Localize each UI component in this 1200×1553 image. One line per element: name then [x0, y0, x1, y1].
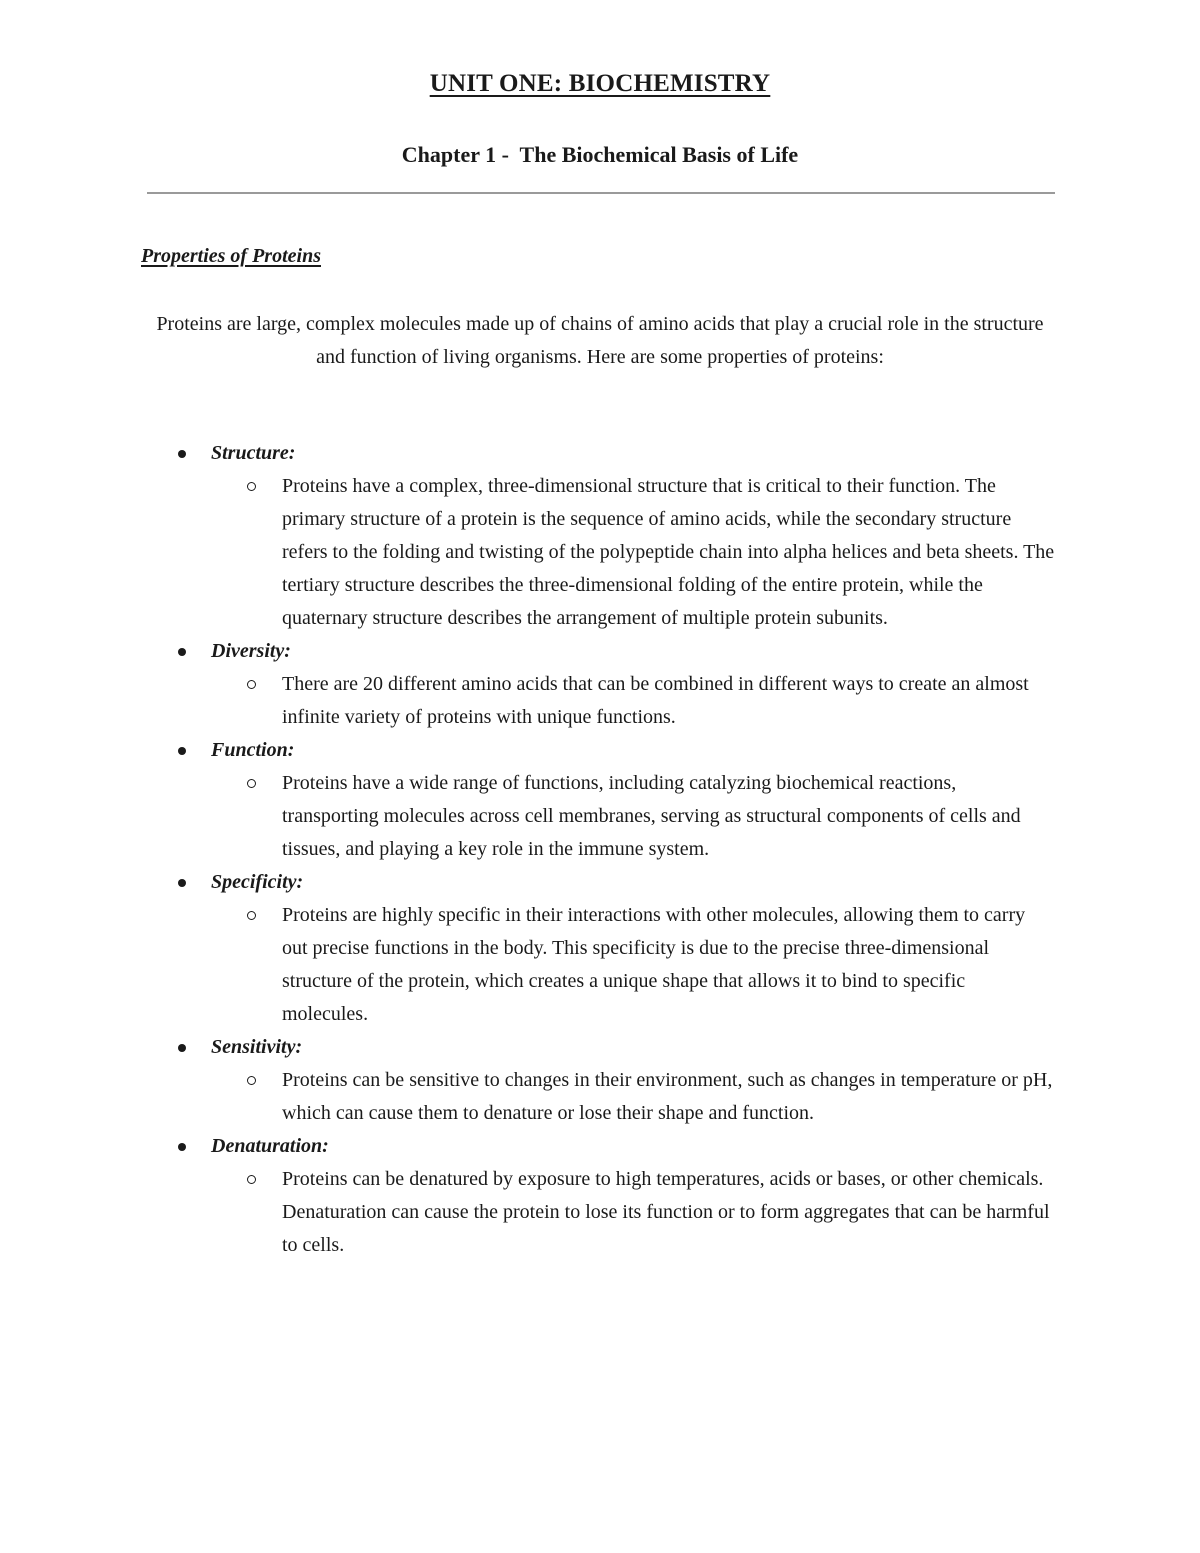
property-detail-text: Proteins have a complex, three-dimensional structure that is critical to their function. The primary structure of a protein is the sequence of amino acids, while the secondary structure refers to the folding and twisting of the polypeptide chain into alpha helices and beta sheets. The tertiary structure describes the three-dimensional folding of the entire protein, while the quaternary structure describes the arrangement of multiple protein subunits. — [282, 475, 1055, 629]
properties-list — [0, 437, 1200, 1262]
hollow-bullet-icon — [247, 1175, 256, 1184]
property-detail — [0, 668, 1200, 734]
chapter-title: Chapter 1 - The Biochemical Basis of Life — [401, 142, 799, 167]
property-heading — [0, 734, 1200, 767]
property-title: Denaturation: — [211, 1135, 329, 1157]
section-heading: Properties of Proteins — [141, 245, 321, 267]
hollow-bullet-icon — [247, 911, 256, 920]
property-detail — [0, 470, 1200, 635]
hollow-bullet-icon — [247, 1076, 256, 1085]
property-title: Diversity: — [211, 640, 291, 662]
filled-bullet-icon — [178, 879, 186, 887]
property-item-denaturation — [0, 1130, 1200, 1262]
property-detail — [0, 1064, 1200, 1130]
property-title: Sensitivity: — [211, 1036, 303, 1058]
property-detail-text: Proteins have a wide range of functions, including catalyzing biochemical reactions, transporting molecules across cell membranes, serving as structural components of cells and tissues, and playing a key role in the immune system. — [282, 772, 1021, 860]
filled-bullet-icon — [178, 747, 186, 755]
property-detail-text: Proteins can be denatured by exposure to high temperatures, acids or bases, or other chemicals. Denaturation can cause the protein to lose its function or to form aggregates that can be harmful to cells. — [282, 1168, 1050, 1256]
property-detail — [0, 1163, 1200, 1262]
horizontal-divider — [147, 192, 1055, 194]
property-heading — [0, 1031, 1200, 1064]
property-item-diversity — [0, 635, 1200, 734]
property-title: Function: — [211, 739, 295, 761]
property-detail-text: Proteins can be sensitive to changes in their environment, such as changes in temperature or pH, which can cause them to denature or lose their shape and function. — [282, 1069, 1053, 1124]
property-title: Structure: — [211, 442, 296, 464]
filled-bullet-icon — [178, 1044, 186, 1052]
property-detail-text: Proteins are highly specific in their interactions with other molecules, allowing them to carry out precise functions in the body. This specificity is due to the precise three-dimensional structure of the protein, which creates a unique shape that allows it to bind to specific molecules. — [282, 904, 1026, 1025]
property-title: Specificity: — [211, 871, 304, 893]
property-detail-text: There are 20 different amino acids that can be combined in different ways to create an almost infinite variety of proteins with unique functions. — [282, 673, 1029, 728]
property-item-function — [0, 734, 1200, 866]
property-heading — [0, 1130, 1200, 1163]
property-detail — [0, 899, 1200, 1031]
property-heading — [0, 437, 1200, 470]
unit-title: UNIT ONE: BIOCHEMISTRY — [429, 70, 771, 97]
property-item-structure — [0, 437, 1200, 635]
filled-bullet-icon — [178, 450, 186, 458]
property-detail — [0, 767, 1200, 866]
hollow-bullet-icon — [247, 482, 256, 491]
filled-bullet-icon — [178, 1143, 186, 1151]
hollow-bullet-icon — [247, 680, 256, 689]
intro-text: Proteins are large, complex molecules made up of chains of amino acids that play a crucial role in the structure and function of living organisms. Here are some properties of proteins: — [156, 313, 1044, 368]
property-heading — [0, 866, 1200, 899]
filled-bullet-icon — [178, 648, 186, 656]
hollow-bullet-icon — [247, 779, 256, 788]
property-heading — [0, 635, 1200, 668]
property-item-specificity — [0, 866, 1200, 1031]
property-item-sensitivity — [0, 1031, 1200, 1130]
intro-paragraph — [150, 308, 1050, 374]
